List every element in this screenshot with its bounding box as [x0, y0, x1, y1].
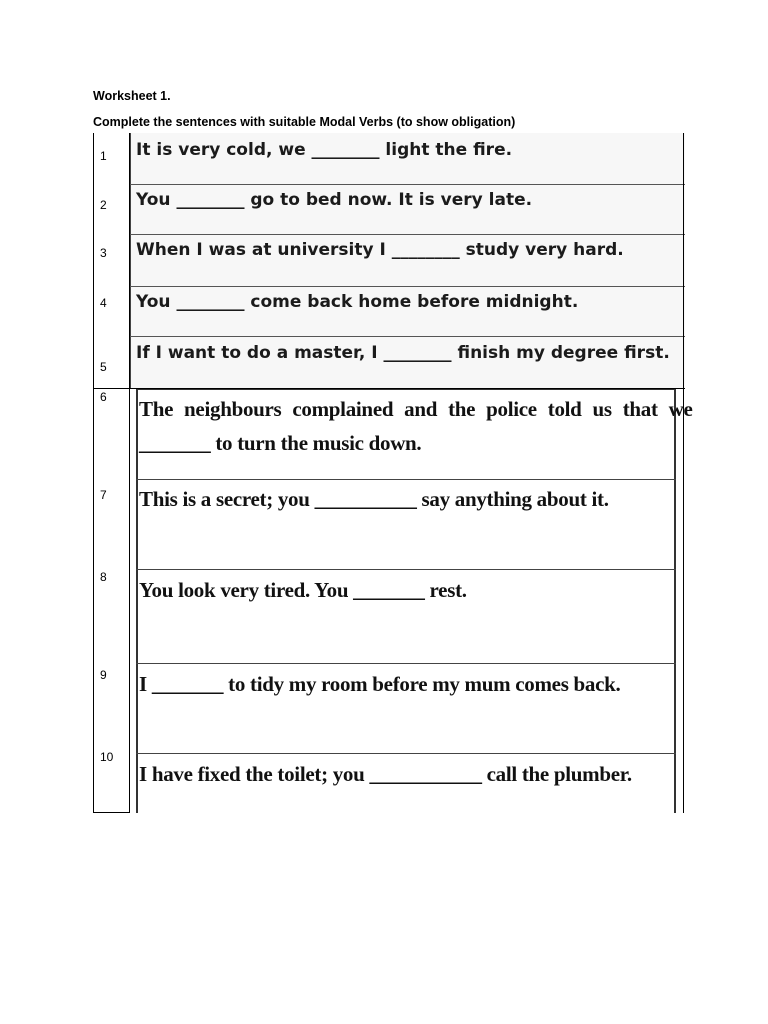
sentence-6-line-2: _______ to turn the music down.	[139, 431, 422, 455]
divider	[136, 753, 676, 754]
sentence-4: You ________ come back home before midnight.	[136, 292, 579, 312]
row-number: 5	[100, 360, 107, 374]
divider	[130, 286, 685, 287]
divider	[136, 569, 676, 570]
sentence-3: When I was at university I ________ study very hard.	[136, 240, 624, 260]
row-number: 2	[100, 198, 107, 212]
row-number: 6	[100, 390, 107, 404]
sentence-9: I _______ to tidy my room before my mum comes back.	[139, 672, 621, 696]
exercise-block-2	[136, 389, 693, 813]
exercise-table	[93, 133, 693, 813]
divider	[130, 184, 685, 185]
row-number: 9	[100, 668, 107, 682]
divider	[130, 336, 685, 337]
sentence-10: I have fixed the toilet; you ___________ call the plumber.	[139, 762, 632, 786]
table-right-edge	[683, 133, 684, 813]
divider	[136, 663, 676, 664]
sentence-5: If I want to do a master, I ________ finish my degree first.	[136, 343, 670, 363]
instructions: Complete the sentences with suitable Modal Verbs (to show obligation)	[93, 115, 516, 129]
divider	[136, 479, 676, 480]
exercise-block-1	[130, 133, 685, 388]
number-column	[93, 133, 130, 813]
divider	[130, 133, 131, 388]
divider	[130, 234, 685, 235]
row-number: 4	[100, 296, 107, 310]
sentence-7: This is a secret; you __________ say anything about it.	[139, 487, 609, 511]
row-number: 8	[100, 570, 107, 584]
row-number: 7	[100, 488, 107, 502]
sentence-8: You look very tired. You _______ rest.	[139, 578, 467, 602]
sentence-2: You ________ go to bed now. It is very late.	[136, 190, 533, 210]
row-number: 10	[100, 750, 114, 764]
row-number: 1	[100, 149, 107, 163]
worksheet-title: Worksheet 1.	[93, 89, 171, 103]
sentence-1: It is very cold, we ________ light the fire.	[136, 140, 513, 160]
sentence-6-line-1: The neighbours complained and the police told us that we	[139, 397, 693, 421]
row-number: 3	[100, 246, 107, 260]
